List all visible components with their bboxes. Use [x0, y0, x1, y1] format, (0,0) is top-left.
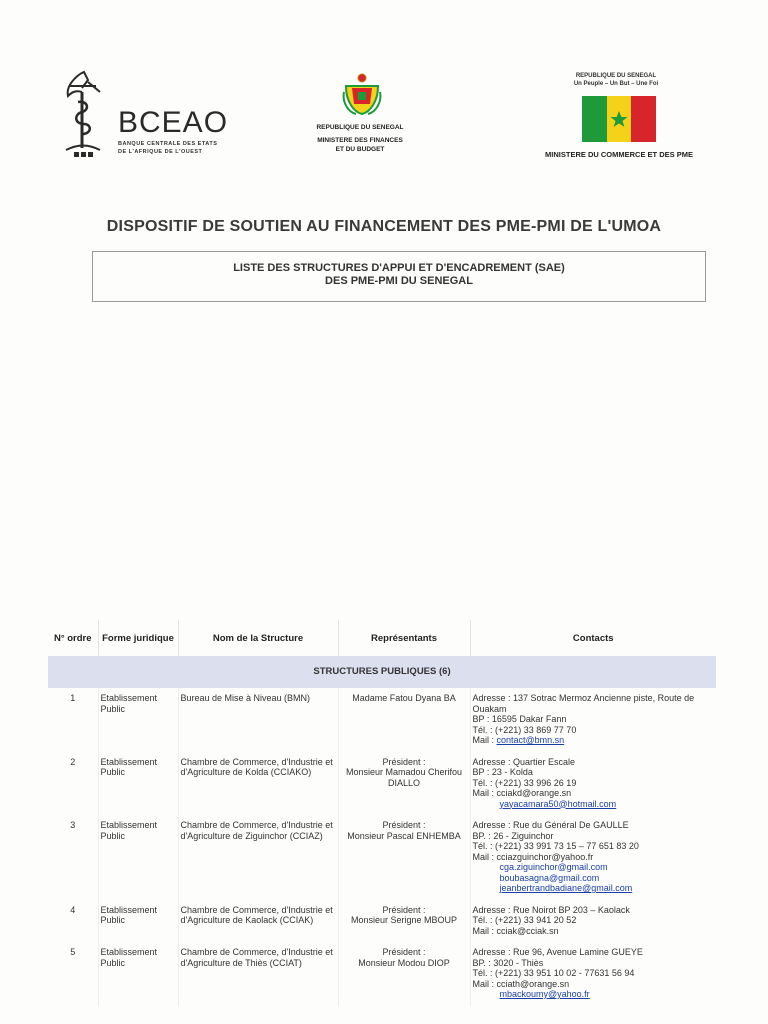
contact-mail: cciazguinchor@yahoo.fr: [496, 851, 594, 862]
contact-tel: Tél. : (+221) 33 991 73 15 – 77 651 83 20: [472, 841, 639, 851]
contact-mail: cciath@orange.sn: [496, 978, 570, 989]
row-representant: [338, 752, 470, 816]
row-nom: Chambre de Commerce, d'Industrie et d'Agriculture de Thiès (CCIAT): [178, 942, 338, 1006]
rep-title: Président :: [382, 947, 426, 957]
table-row: [48, 900, 716, 943]
mail-label: Mail :: [472, 735, 497, 745]
row-forme: Etablissement Public: [98, 815, 178, 900]
rep-title: Président :: [382, 820, 426, 830]
col-header-representants: Représentants: [338, 620, 470, 656]
rep-name: Madame Fatou Dyana BA: [352, 693, 456, 703]
row-number: 3: [70, 820, 76, 830]
row-nom: Chambre de Commerce, d'Industrie et d'Agriculture de Ziguinchor (CCIAZ): [178, 815, 338, 900]
commerce-ministry: MINISTERE DU COMMERCE ET DES PME: [545, 150, 693, 159]
contact-bp: BP : 23 - Kolda: [472, 767, 533, 777]
contact-extra-mail[interactable]: boubasagna@gmail.com: [499, 872, 600, 883]
contact-bp: BP : 16595 Dakar Fann: [472, 714, 567, 724]
contact-mail-link[interactable]: contact@bmn.sn: [496, 735, 565, 745]
col-header-order: N° ordre: [53, 632, 92, 644]
document-title: DISPOSITIF DE SOUTIEN AU FINANCEMENT DES PME-PMI DE L'UMOA: [106, 218, 662, 235]
rep-name: Monsieur Pascal ENHEMBA: [347, 830, 461, 841]
bceao-subtitle: [118, 140, 217, 156]
table-row: [48, 942, 716, 1006]
col-header-contacts: Contacts: [470, 620, 716, 656]
contact-tel: Tél. : (+221) 33 996 26 19: [472, 777, 577, 788]
row-representant: [338, 942, 470, 1006]
row-number: 5: [70, 947, 76, 957]
contact-address: Adresse : Quartier Escale: [472, 756, 576, 767]
bceao-name: BCEAO: [118, 106, 229, 139]
sae-table: [48, 620, 716, 1006]
row-contacts: [470, 900, 716, 943]
senegal-seal: [342, 72, 382, 116]
table-header-row: [48, 620, 716, 656]
rep-title: Président :: [382, 756, 426, 767]
row-representant: [338, 900, 470, 943]
contact-extra-mail-link[interactable]: jeanbertrandbadiane@gmail.com: [499, 883, 633, 893]
finance-ministry-text: [300, 123, 420, 154]
row-contacts: [470, 688, 716, 752]
row-contacts: [470, 815, 716, 900]
mid-line1: REPUBLIQUE DU SENEGAL: [316, 124, 404, 131]
row-nom: Chambre de Commerce, d'Industrie et d'Agriculture de Kolda (CCIAKO): [178, 752, 338, 816]
col-header-forme: Forme juridique: [98, 620, 178, 656]
row-number: 4: [70, 904, 76, 915]
row-forme: Etablissement Public: [98, 752, 178, 816]
contact-extra-mail-link[interactable]: mbackoumy@yahoo.fr: [499, 989, 590, 999]
rep-name: Monsieur Modou DIOP: [358, 957, 450, 968]
rep-name: Monsieur Serigne MBOUP: [350, 915, 458, 925]
rep-name: Monsieur Mamadou Cherifou DIALLO: [345, 767, 463, 788]
rep-title: Président :: [382, 904, 426, 915]
contact-tel: Tél. : (+221) 33 941 20 52: [472, 915, 577, 925]
row-nom: Chambre de Commerce, d'Industrie et d'Agriculture de Kaolack (CCIAK): [178, 900, 338, 943]
contact-tel: Tél. : (+221) 33 869 77 70: [472, 724, 577, 735]
contact-mail: cciak@cciak.sn: [496, 925, 559, 936]
mail-label: Mail :: [472, 978, 497, 989]
contact-bp: BP. : 26 - Ziguinchor: [472, 830, 554, 841]
contact-address: Adresse : Rue 96, Avenue Lamine GUEYE: [472, 947, 643, 957]
table-row: [48, 752, 716, 816]
contact-address: Adresse : Rue du Général De GAULLE: [472, 820, 629, 830]
row-forme: Etablissement Public: [98, 942, 178, 1006]
row-number: 1: [70, 693, 76, 703]
mail-label: Mail :: [472, 925, 497, 936]
row-representant: [338, 815, 470, 900]
contact-tel: Tél. : (+221) 33 951 10 02 - 77631 56 94: [472, 968, 635, 978]
republic-heading: [560, 72, 672, 88]
row-contacts: [470, 942, 716, 1006]
contact-address: Adresse : Rue Noirot BP 203 – Kaolack: [472, 904, 630, 915]
contact-extra-mail-link[interactable]: yayacamara50@hotmail.com: [499, 798, 617, 809]
bceao-sub-line1: BANQUE CENTRALE DES ETATS: [118, 141, 218, 147]
contact-mail: cciakd@orange.sn: [496, 788, 572, 798]
contact-extra-mail[interactable]: cga.ziguinchor@gmail.com: [499, 862, 608, 872]
mid-line3: ET DU BUDGET: [335, 146, 385, 153]
row-contacts: [470, 752, 716, 816]
mail-label: Mail :: [472, 851, 497, 862]
right-line2: Un Peuple – Un But – Une Foi: [573, 81, 659, 87]
row-forme: Etablissement Public: [98, 900, 178, 943]
subtitle-line1: LISTE DES STRUCTURES D'APPUI ET D'ENCADREMENT (SAE): [233, 262, 565, 274]
mid-line2: MINISTERE DES FINANCES: [317, 137, 403, 144]
contact-address: Adresse : 137 Sotrac Mermoz Ancienne piste, Route de Ouakam: [472, 693, 695, 714]
row-number: 2: [70, 756, 76, 767]
senegal-flag: [582, 96, 656, 142]
right-line1: REPUBLIQUE DU SENEGAL: [575, 73, 657, 79]
col-header-nom: Nom de la Structure: [178, 620, 338, 656]
table-row: [48, 688, 716, 752]
bceao-sub-line2: DE L'AFRIQUE DE L'OUEST: [118, 149, 203, 155]
mail-label: Mail :: [472, 788, 497, 798]
row-nom: Bureau de Mise à Niveau (BMN): [178, 688, 338, 752]
table-row: [48, 815, 716, 900]
row-representant: [338, 688, 470, 752]
row-forme: Etablissement Public: [98, 688, 178, 752]
section-row: [48, 656, 716, 688]
subtitle-box: [92, 251, 706, 302]
subtitle-line2: DES PME-PMI DU SENEGAL: [325, 275, 473, 287]
section-label: STRUCTURES PUBLIQUES (6): [48, 656, 716, 688]
contact-bp: BP. : 3020 - Thiès: [472, 957, 544, 968]
